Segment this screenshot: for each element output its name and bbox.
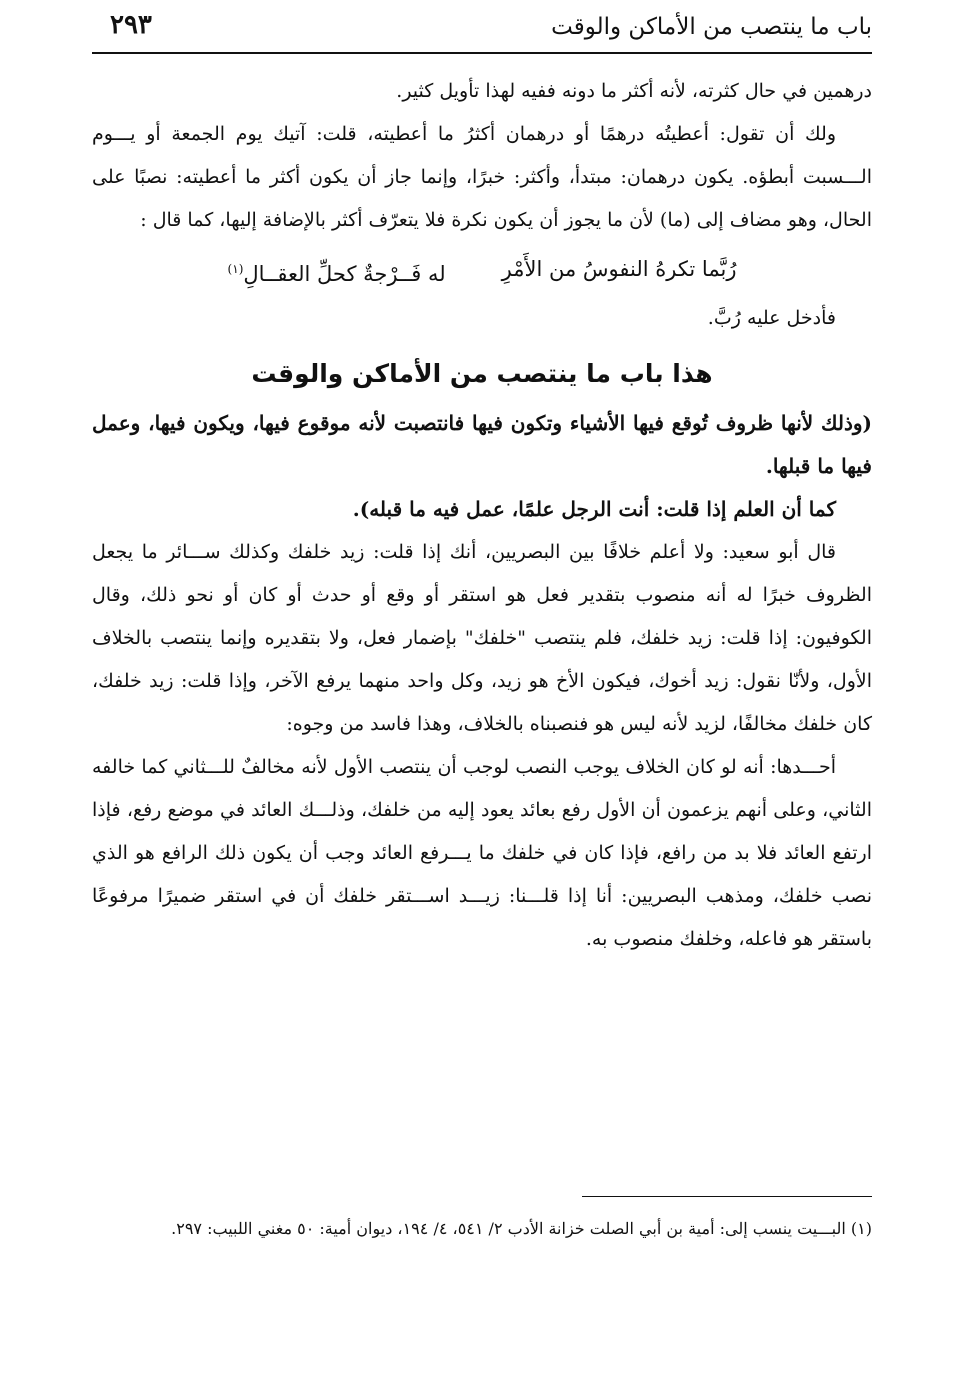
chapter-title: هذا باب ما ينتصب من الأماكن والوقت — [251, 359, 713, 388]
running-title: باب ما ينتصب من الأماكن والوقت — [551, 14, 872, 40]
paragraph-6: قال أبو سعيد: ولا أعلم خلافًا بين البصريين، أنك إذا قلت: زيد خلفك وكذلك ســـائر ما يجعل الظروف خبرًا له أنه منصوب بتقدير فعل هو استقر أو وقع أو حدث أو كان أو نحو ذلك، وقال الكوفيون: إذا قلت: زيد خلفك، فلم ينتصب "خلفك" بإضمار فعل، ولا بتقديره وإنما ينتصب بالخلاف الأول، ولأنّا نقول: زيد أخوك، فيكون الأخ هو زيد، وكل واحد منهما يرفع الآخر، وإذا قلت: زيد خلفك، كان خلفك مخالفًا، لزيد لأنه ليس هو فنصبناه بالخلاف، وهذا فاسد من وجوه: — [92, 541, 872, 735]
main-text — [92, 70, 872, 961]
paragraph-5: كما أن العلم إذا قلت: أنت الرجل علمًا، عمل فيه ما قبله). — [352, 497, 836, 521]
page-number: ٢٩٣ — [110, 10, 152, 40]
page-header — [92, 8, 872, 54]
verse-second-hemistich — [228, 246, 446, 297]
paragraph-4: (وذلك لأنها ظروف تُوقع فيها الأشياء وتكون فيها فانتصبت لأنه موقوع فيها، ويكون فيها، وعمل فيها ما قبلها. — [92, 411, 872, 478]
footnote-separator — [582, 1196, 872, 1197]
footnote-marker: (١) — [227, 262, 244, 276]
poetry-verse — [92, 246, 872, 297]
verse-second-hemistich-text: له فَــرْجةٌ كحلِّ العقــالِ — [243, 262, 446, 286]
paragraph-3: فأدخل عليه رُبَّ. — [707, 307, 836, 329]
paragraph-7: أحـــدها: أنه لو كان الخلاف يوجب النصب لوجب أن ينتصب الأول لأنه مخالفٌ للـــثاني كما خالفه الثاني، وعلى أنهم يزعمون أن الأول رفع بعائد يعود إليه من خلفك، وذلـــك العائد في موضع رفع، فإذا ارتفع العائد فلا بد من رافع، فإذا كان في خلفك ما يـــرفع العائد وجب أن يكون ذلك الرافع هو الذي نصب خلفك، ومذهب البصريين: أنا إذا قلـــنا: زيـــد اســـتقر خلفك أن في استقر ضميرًا مرفوعًا باستقر هو فاعله، وخلفك منصوب به. — [92, 756, 872, 950]
footnote: (١) البـــيت ينسب إلى: أمية بن أبي الصلت خزانة الأدب ٢/ ٥٤١، ٤/ ١٩٤، ديوان أمية: ٥٠ مغني اللبيب: ٢٩٧. — [171, 1219, 872, 1238]
paragraph-2: ولك أن تقول: أعطيتُه درهمًا أو درهمان أكثرُ ما أعطيته، قلت: آتيك يوم الجمعة أو يـــوم الـــسبت أبطؤه. يكون درهمان: مبتدأ، وأكثر: خبرًا، وإنما جاز أن يكون أكثر ما أعطيته: نصبًا على الحال، وهو مضاف إلى (ما) لأن ما يجوز أن يكون نكرة فلا يتعرّف أكثر بالإضافة إليها، كما قال : — [92, 123, 872, 231]
paragraph-1: درهمين في حال كثرته، لأنه أكثر ما دونه ففيه لهذا تأويل كثير. — [396, 80, 872, 102]
verse-first-hemistich: رُبَّما تكرهُ النفوسُ من الأَمْرِ — [501, 257, 737, 281]
